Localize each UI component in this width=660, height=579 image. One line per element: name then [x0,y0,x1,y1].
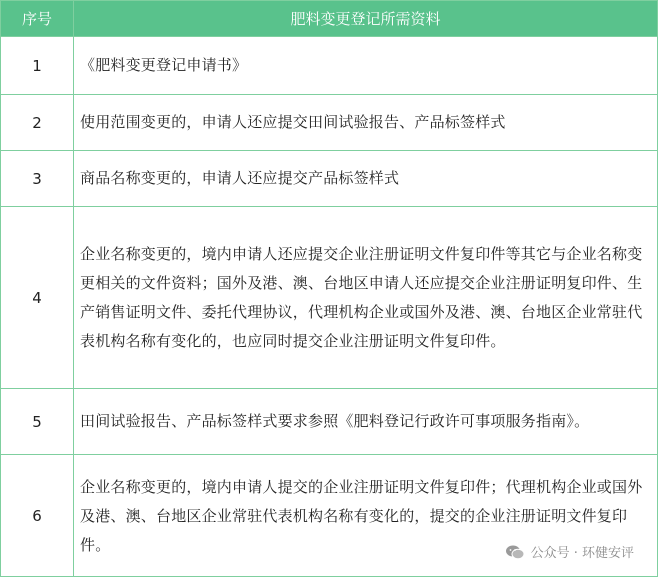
table-row [1,36,657,94]
row-index: 5 [1,389,74,454]
table-row [1,206,657,388]
table-header [1,1,657,36]
row-text: 企业名称变更的，境内申请人提交的企业注册证明文件复印件；代理机构企业或国外及港、澳、台地区企业常驻代表机构名称有变化的，提交的企业注册证明文件复印件。 [80,477,643,554]
row-text: 使用范围变更的，申请人还应提交田间试验报告、产品标签样式 [80,113,506,131]
wechat-icon [505,544,525,560]
table-row [1,388,657,454]
watermark-text: 公众号 · 环健安评 [530,546,634,561]
row-index: 6 [1,455,74,577]
header-materials: 肥料变更登记所需资料 [290,10,441,28]
header-index: 序号 [1,1,74,36]
table-row [1,94,657,150]
row-index: 2 [1,95,74,150]
table-row [1,150,657,206]
row-text: 商品名称变更的，申请人还应提交产品标签样式 [80,169,400,187]
row-text: 企业名称变更的，境内申请人还应提交企业注册证明文件复印件等其它与企业名称变更相关的文件资料；国外及港、澳、台地区申请人还应提交企业注册证明复印件、生产销售证明文件、委托代理协议，代理机构企业或国外及港、澳、台地区企业常驻代表机构名称有变化的，也应同时提交企业注册证明文件复印件。 [80,244,643,350]
row-index: 1 [1,37,74,94]
row-index: 4 [1,207,74,388]
row-text: 《肥料变更登记申请书》 [80,56,248,74]
row-text: 田间试验报告、产品标签样式要求参照《肥料登记行政许可事项服务指南》。 [80,412,590,430]
watermark [505,542,634,561]
row-index: 3 [1,151,74,206]
